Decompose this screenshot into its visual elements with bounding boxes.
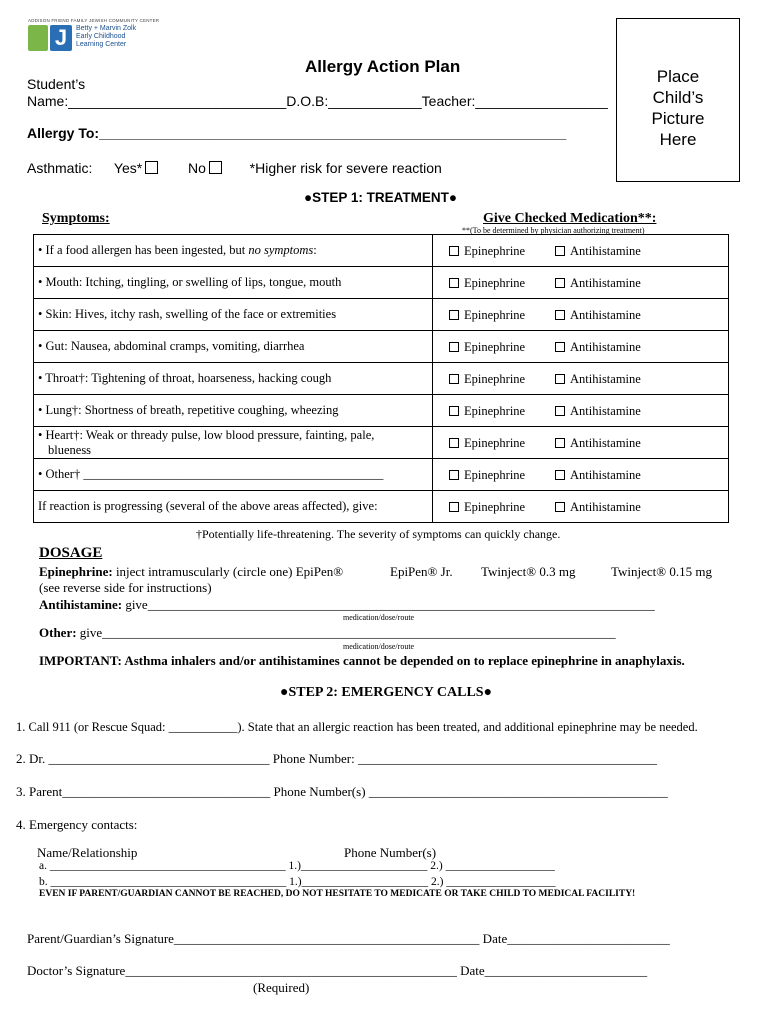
student-label: Student’s: [27, 76, 86, 92]
asthmatic-yes-checkbox[interactable]: [145, 161, 158, 174]
antihistamine-checkbox[interactable]: Antihistamine: [555, 436, 641, 451]
step1-heading: ●STEP 1: TREATMENT●: [304, 190, 458, 205]
symptom-row: [34, 491, 729, 523]
contact-a-field[interactable]: a. _________________________________________ 1.)______________________ 2.) ___________________: [39, 860, 555, 872]
medication-options: [433, 235, 729, 267]
symptom-text: • Gut: Nausea, abdominal cramps, vomiting, diarrhea: [34, 331, 433, 363]
symptoms-header: Symptoms:: [42, 211, 110, 226]
antihistamine-checkbox[interactable]: Antihistamine: [555, 468, 641, 483]
page-title: Allergy Action Plan: [305, 57, 461, 76]
medication-note: **(To be determined by physician authorizing treatment): [462, 226, 645, 235]
twinject-03-option[interactable]: Twinject® 0.3 mg: [481, 564, 576, 579]
epipen-jr-option[interactable]: EpiPen® Jr.: [390, 564, 453, 579]
medication-options: [433, 459, 729, 491]
logo-letter: J: [50, 25, 72, 51]
epinephrine-checkbox[interactable]: Epinephrine: [449, 436, 525, 451]
center-logo: [28, 18, 160, 54]
medication-options: [433, 363, 729, 395]
call-911-line[interactable]: 1. Call 911 (or Rescue Squad: ___________). State that an allergic reaction has been treated, and additional epinephrine may be needed.: [16, 720, 698, 734]
dosage-heading: DOSAGE: [39, 545, 103, 561]
antihistamine-checkbox[interactable]: Antihistamine: [555, 244, 641, 259]
checkbox-icon[interactable]: [449, 342, 459, 352]
checkbox-icon[interactable]: [555, 310, 565, 320]
twinject-015-option[interactable]: Twinject® 0.15 mg: [611, 564, 713, 579]
doctor-phone-field[interactable]: 2. Dr. __________________________________ Phone Number: ______________________________________________: [16, 751, 657, 766]
antihistamine-checkbox[interactable]: Antihistamine: [555, 500, 641, 515]
medication-options: [433, 267, 729, 299]
logo-center-name: Betty + Marvin Zolk Early Childhood Learning Center: [76, 25, 137, 48]
symptom-text: • Throat†: Tightening of throat, hoarseness, hacking cough: [34, 363, 433, 395]
epinephrine-checkbox[interactable]: Epinephrine: [449, 372, 525, 387]
checkbox-icon[interactable]: [449, 374, 459, 384]
reverse-side-note: (see reverse side for instructions): [39, 580, 212, 595]
symptom-row: [34, 363, 729, 395]
medication-header: Give Checked Medication**:: [483, 211, 657, 226]
medication-options: [433, 331, 729, 363]
footnote: †Potentially life-threatening. The severity of symptoms can quickly change.: [196, 527, 561, 541]
symptom-row: [34, 459, 729, 491]
epinephrine-checkbox[interactable]: Epinephrine: [449, 244, 525, 259]
doctor-signature-field[interactable]: Doctor’s Signature___________________________________________________ Date_________________________: [27, 963, 648, 978]
antihistamine-checkbox[interactable]: Antihistamine: [555, 276, 641, 291]
symptom-text: • Mouth: Itching, tingling, or swelling of lips, tongue, mouth: [34, 267, 433, 299]
name-dob-teacher-fields[interactable]: Name:____________________________D.O.B:____________Teacher:_________________: [27, 93, 608, 109]
checkbox-icon[interactable]: [555, 278, 565, 288]
logo-hands-icon: [28, 25, 48, 51]
important-note: IMPORTANT: Asthma inhalers and/or antihistamines cannot be depended on to replace epinephrine in anaphylaxis.: [39, 653, 685, 668]
asthmatic-row: Asthmatic: Yes* No *Higher risk for severe reaction: [27, 160, 442, 176]
contact-b-field[interactable]: b. _________________________________________ 1.)______________________ 2.) ___________________: [39, 876, 556, 888]
symptom-text: If reaction is progressing (several of the above areas affected), give:: [34, 491, 433, 523]
symptom-text: • Heart†: Weak or thready pulse, low blood pressure, fainting, pale, blueness: [34, 427, 433, 459]
checkbox-icon[interactable]: [555, 374, 565, 384]
medication-options: [433, 395, 729, 427]
step2-heading: ●STEP 2: EMERGENCY CALLS●: [280, 685, 493, 700]
symptom-text: • Lung†: Shortness of breath, repetitive coughing, wheezing: [34, 395, 433, 427]
other-subscript: medication/dose/route: [343, 642, 415, 651]
asthmatic-no-checkbox[interactable]: [209, 161, 222, 174]
checkbox-icon[interactable]: [449, 502, 459, 512]
checkbox-icon[interactable]: [449, 310, 459, 320]
checkbox-icon[interactable]: [449, 438, 459, 448]
child-photo-box[interactable]: Place Child’s Picture Here: [616, 18, 740, 182]
checkbox-icon[interactable]: [449, 278, 459, 288]
checkbox-icon[interactable]: [555, 438, 565, 448]
epinephrine-checkbox[interactable]: Epinephrine: [449, 468, 525, 483]
medication-options: [433, 299, 729, 331]
other-dosage-field[interactable]: Other: give_______________________________________________________________________________: [39, 625, 616, 640]
checkbox-icon[interactable]: [555, 406, 565, 416]
medication-options: [433, 491, 729, 523]
symptom-row: [34, 331, 729, 363]
checkbox-icon[interactable]: [449, 406, 459, 416]
symptom-row: [34, 267, 729, 299]
symptom-text: • Skin: Hives, itchy rash, swelling of the face or extremities: [34, 299, 433, 331]
epinephrine-checkbox[interactable]: Epinephrine: [449, 308, 525, 323]
allergy-to-field[interactable]: Allergy To:____________________________________________________________: [27, 125, 567, 141]
epinephrine-dosage: Epinephrine: inject intramuscularly (circle one) EpiPen®: [39, 564, 344, 579]
phone-numbers-header: Phone Number(s): [344, 845, 437, 860]
symptom-text: • If a food allergen has been ingested, but no symptoms:: [34, 235, 433, 267]
antihistamine-subscript: medication/dose/route: [343, 613, 415, 622]
epinephrine-checkbox[interactable]: Epinephrine: [449, 500, 525, 515]
required-note: (Required): [253, 980, 310, 995]
symptom-row: [34, 299, 729, 331]
symptom-row: [34, 235, 729, 267]
name-relationship-header: Name/Relationship: [37, 845, 138, 860]
antihistamine-dosage-field[interactable]: Antihistamine: give______________________________________________________________________________: [39, 597, 655, 612]
warning-note: EVEN IF PARENT/GUARDIAN CANNOT BE REACHED, DO NOT HESITATE TO MEDICATE OR TAKE CHILD TO MEDICAL FACILITY!: [39, 889, 636, 899]
epinephrine-checkbox[interactable]: Epinephrine: [449, 404, 525, 419]
antihistamine-checkbox[interactable]: Antihistamine: [555, 340, 641, 355]
logo-org-text: ADDISON FRIEND FAMILY JEWISH COMMUNITY CENTER: [28, 18, 160, 23]
medication-options: [433, 427, 729, 459]
parent-phone-field[interactable]: 3. Parent________________________________ Phone Number(s) ______________________________________________: [16, 784, 668, 799]
checkbox-icon[interactable]: [449, 246, 459, 256]
antihistamine-checkbox[interactable]: Antihistamine: [555, 308, 641, 323]
epinephrine-checkbox[interactable]: Epinephrine: [449, 340, 525, 355]
antihistamine-checkbox[interactable]: Antihistamine: [555, 372, 641, 387]
antihistamine-checkbox[interactable]: Antihistamine: [555, 404, 641, 419]
symptom-row: [34, 427, 729, 459]
checkbox-icon[interactable]: [555, 470, 565, 480]
checkbox-icon[interactable]: [555, 342, 565, 352]
epinephrine-checkbox[interactable]: Epinephrine: [449, 276, 525, 291]
emergency-contacts-label: 4. Emergency contacts:: [16, 817, 138, 832]
checkbox-icon[interactable]: [555, 246, 565, 256]
checkbox-icon[interactable]: [555, 502, 565, 512]
symptom-table: [33, 234, 729, 523]
symptom-row: [34, 395, 729, 427]
symptom-text: • Other† ________________________________________________: [34, 459, 433, 491]
checkbox-icon[interactable]: [449, 470, 459, 480]
parent-signature-field[interactable]: Parent/Guardian’s Signature_______________________________________________ Date_________________________: [27, 931, 670, 946]
